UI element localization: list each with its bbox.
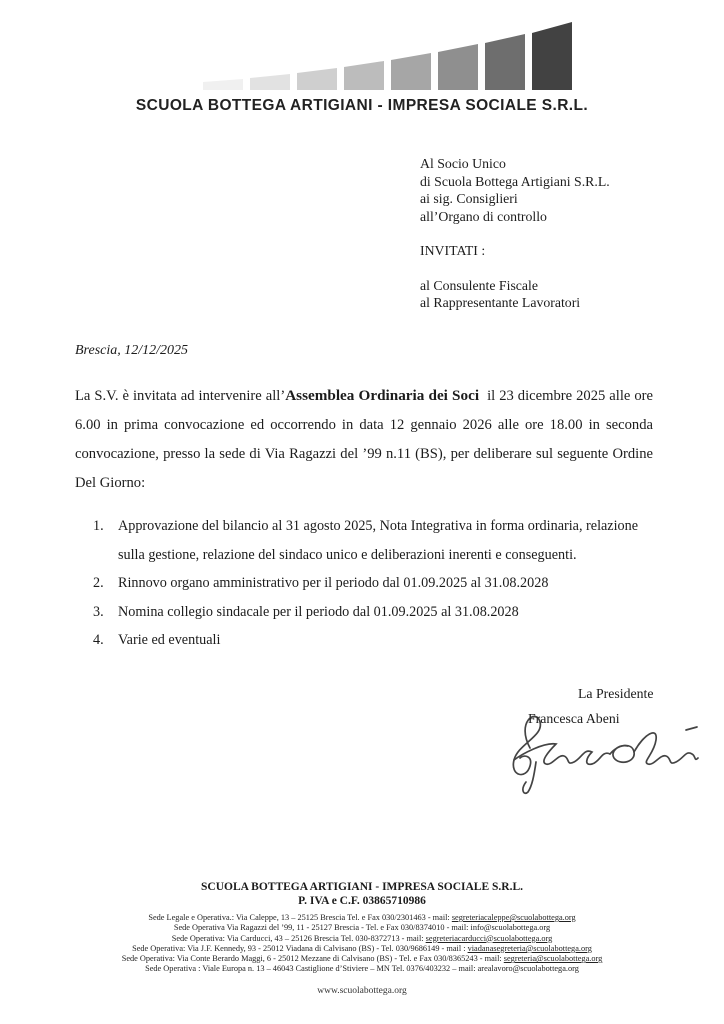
- dateline: Brescia, 12/12/2025: [75, 343, 189, 358]
- agenda-text: Nomina collegio sindacale per il periodo dal 01.09.2025 al 31.08.2028: [118, 603, 519, 620]
- footer-block: [0, 881, 724, 975]
- email-link[interactable]: info@scuolabottega.org: [470, 923, 551, 933]
- footer-location-line: [0, 944, 724, 954]
- footer-location-line: [0, 913, 724, 923]
- footer-location-line: [0, 954, 724, 964]
- invited-label: INVITATI :: [420, 243, 486, 258]
- agenda-number: 4.: [93, 632, 104, 648]
- agenda-list: [93, 512, 655, 655]
- agenda-item: [93, 512, 655, 569]
- agenda-text: Varie ed eventuali: [118, 632, 221, 648]
- logo-bar: [391, 53, 431, 90]
- logo-bar: [485, 34, 525, 90]
- footer-locations: [0, 913, 724, 975]
- footer-location-line: [0, 964, 724, 974]
- website-link[interactable]: www.scuolabottega.org: [317, 986, 407, 996]
- body-bold-meeting-title: Assemblea Ordinaria dei Soci: [285, 387, 480, 404]
- email-link[interactable]: arealavoro@scuolabottega.org: [477, 964, 579, 974]
- recipient-line: di Scuola Bottega Artigiani S.R.L.: [420, 173, 610, 189]
- logo-bar: [438, 44, 478, 90]
- agenda-item: [93, 569, 655, 598]
- logo-bar: [344, 61, 384, 90]
- body-pre: La S.V. è invitata ad intervenire all’: [75, 388, 286, 404]
- agenda-text: Approvazione del bilancio al 31 agosto 2025, Nota Integrativa in forma ordinaria, relazione sulla gestione, relazione del sindaco unico e deliberazioni inerenti e conseguenti.: [118, 518, 639, 563]
- agenda-item: [93, 598, 655, 627]
- logo-bar: [532, 22, 572, 90]
- invited-line: al Consulente Fiscale: [420, 277, 539, 293]
- email-link[interactable]: segreteria@scuolabottega.org: [503, 954, 603, 964]
- agenda-number: 1.: [93, 518, 104, 534]
- location-text: Sede Operativa: Via Carducci, 43 – 25126 Brescia Tel. 030-8372713 - mail:: [171, 933, 426, 943]
- growth-bars-logo: [203, 20, 575, 90]
- location-text: Sede Operativa: Via J.F. Kennedy, 93 - 25012 Viadana di Calvisano (BS) - Tel. 030/9686149 - mail :: [132, 943, 468, 953]
- email-link[interactable]: viadanasegreteria@scuolabottega.org: [467, 943, 592, 953]
- email-link[interactable]: segreteriacaleppe@scuolabottega.org: [451, 913, 576, 922]
- footer-location-line: [0, 934, 724, 944]
- agenda-number: 2.: [93, 575, 104, 591]
- recipient-line: all’Organo di controllo: [420, 208, 547, 224]
- agenda-item: [93, 626, 655, 655]
- location-text: Sede Operativa : Viale Europa n. 13 – 46043 Castiglione d’Stiviere – MN Tel. 0376/403232 – mail:: [145, 964, 478, 974]
- page-title: SCUOLA BOTTEGA ARTIGIANI - IMPRESA SOCIALE S.R.L.: [135, 97, 589, 114]
- logo-bar: [250, 74, 290, 90]
- location-text: Sede Operativa Via Ragazzi del ’99, 11 - 25127 Brescia - Tel. e Fax 030/8374010 - mail:: [173, 923, 471, 933]
- signer-name: Francesca Abeni: [528, 711, 620, 726]
- letter-body: [75, 381, 653, 498]
- agenda-number: 3.: [93, 603, 104, 620]
- signer-role: La Presidente: [578, 686, 654, 701]
- signature-block: [500, 686, 710, 796]
- agenda-text: Rinnovo organo amministrativo per il periodo dal 01.09.2025 al 31.08.2028: [118, 575, 549, 591]
- body-post: il 23 dicembre 2025 alle ore 6.00 in prima convocazione ed occorrendo in data 12 gennaio 2026 alle ore 18.00 in seconda convocazione, presso la sede di Via Ragazzi del ’99 n.11 (BS), per deliberare sul seguente Ordine Del Giorno:: [75, 388, 653, 491]
- footer-location-line: [0, 923, 724, 933]
- location-text: Sede Legale e Operativa.: Via Caleppe, 13 – 25125 Brescia Tel. e Fax 030/2301463 - mail:: [148, 913, 452, 922]
- invited-line: al Rappresentante Lavoratori: [420, 295, 581, 310]
- recipient-line: Al Socio Unico: [420, 156, 506, 171]
- email-link[interactable]: segreteriacarducci@scuolabottega.org: [425, 933, 553, 943]
- recipient-line: ai sig. Consiglieri: [420, 191, 518, 206]
- footer-company-name: SCUOLA BOTTEGA ARTIGIANI - IMPRESA SOCIALE S.R.L.: [201, 881, 523, 893]
- location-text: Sede Operativa: Via Conte Berardo Maggi, 6 - 25012 Mezzane di Calvisano (BS) - Tel. e Fax 030/8365243 - mail:: [121, 954, 504, 964]
- logo-bar: [203, 79, 243, 90]
- recipients-block: [420, 155, 610, 312]
- footer-vat-line: P. IVA e C.F. 03865710986: [298, 894, 426, 907]
- handwritten-signature: [500, 704, 710, 796]
- logo-bar: [297, 68, 337, 90]
